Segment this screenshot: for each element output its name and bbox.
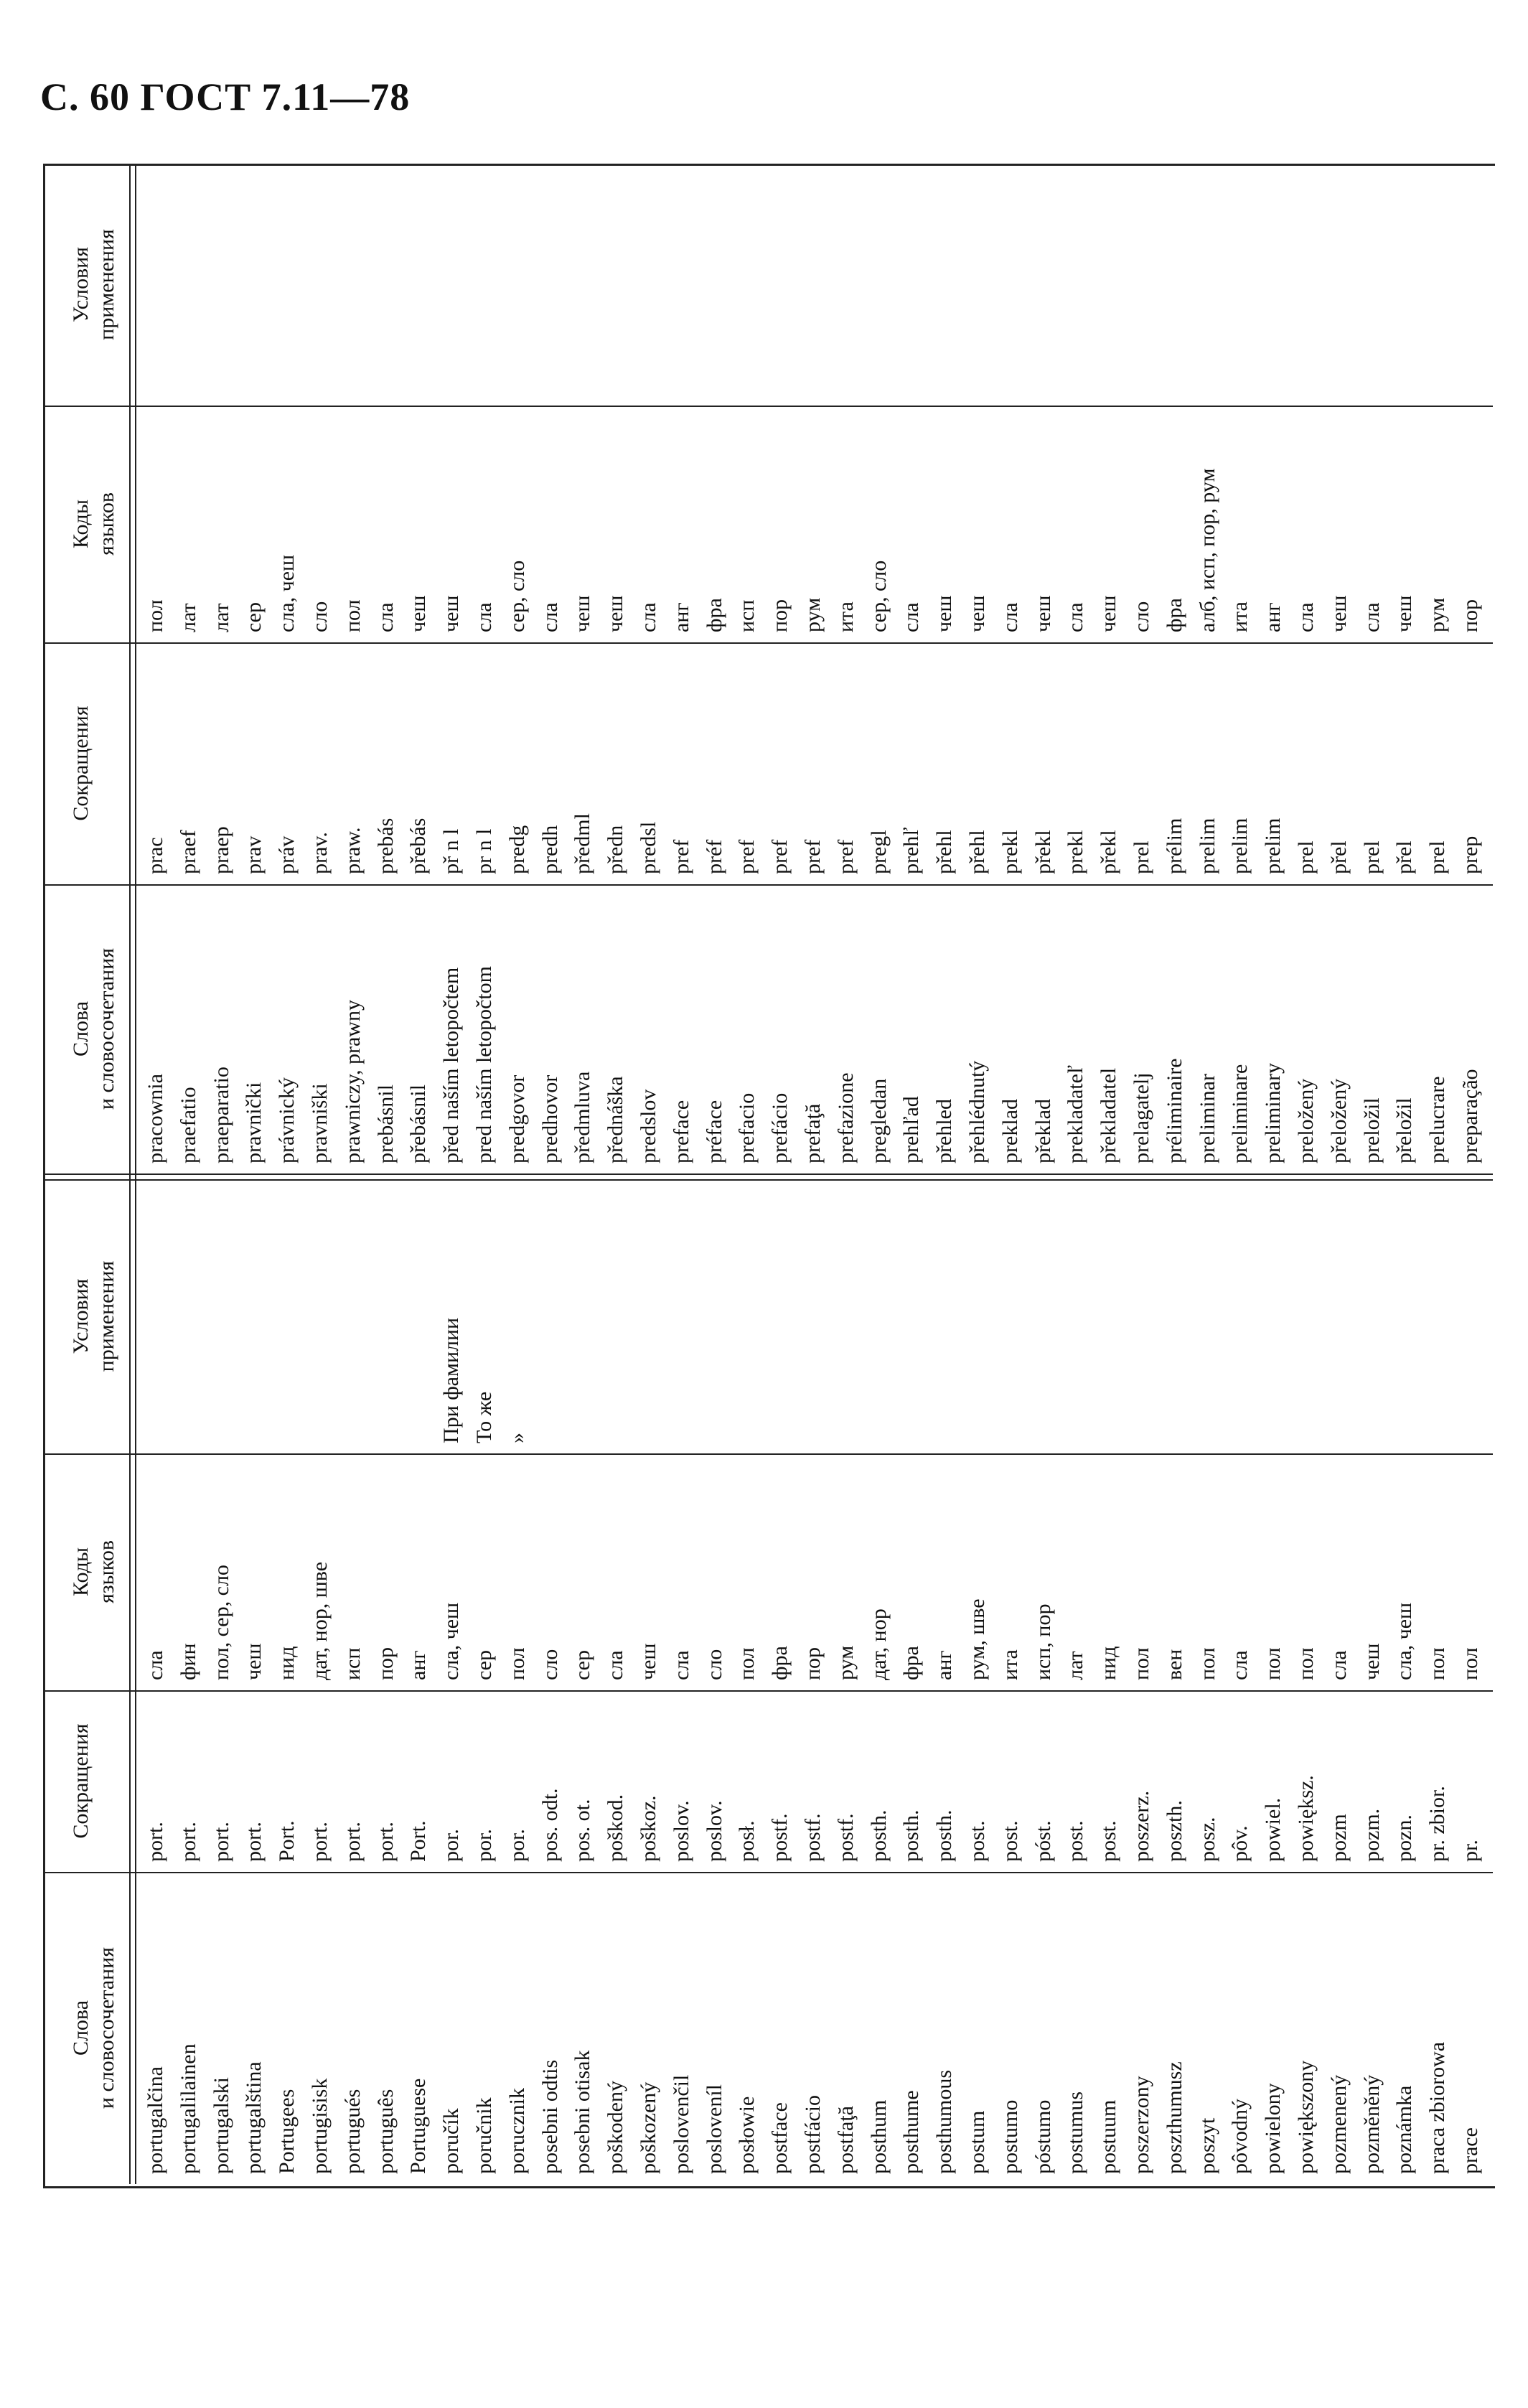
- table-row-left-language-code: сла, чеш: [439, 1602, 464, 1680]
- table-row-left-word: portugalski: [209, 2077, 233, 2174]
- table-row-left-word: postum: [965, 2110, 989, 2174]
- table-row-left-language-code: сла: [144, 1650, 167, 1680]
- table-row-left-abbreviation: postf.: [833, 1813, 858, 1862]
- table-row-right-language-code: сла, чеш: [275, 554, 299, 632]
- table-row-left-abbreviation: Port.: [406, 1820, 431, 1862]
- table-row-right-word: praefatio: [176, 1087, 200, 1163]
- table-row-left-abbreviation: posz.: [1195, 1817, 1219, 1862]
- table-row-right-language-code: алб, исп, пор, рум: [1195, 468, 1219, 632]
- table-row-left-language-code: фра: [768, 1646, 792, 1680]
- table-row-left-condition: »: [505, 1433, 529, 1443]
- table-row-right-word: preklad: [998, 1099, 1022, 1163]
- table-row-right-abbreviation: predh: [538, 825, 562, 874]
- table-row-right-word: prebásnil: [373, 1084, 398, 1163]
- table-row-right-abbreviation: přebás: [406, 817, 431, 874]
- table-row-left-abbreviation: port.: [308, 1822, 332, 1862]
- table-row-right-language-code: сла: [373, 602, 398, 632]
- table-row-left-abbreviation: pozm: [1326, 1814, 1351, 1862]
- table-row-left-word: poszyt: [1195, 2117, 1219, 2174]
- table-row-right-abbreviation: pref: [801, 839, 825, 874]
- table-row-left-word: posebni odtis: [538, 2059, 562, 2174]
- table-row-left-abbreviation: pozn.: [1392, 1814, 1417, 1862]
- table-row-right-word: prefaţă: [801, 1103, 825, 1163]
- table-row-left-abbreviation: poškoz.: [637, 1795, 660, 1862]
- table-row-left-word: praca zbiorowa: [1425, 2041, 1450, 2174]
- table-row-left-abbreviation: poslov.: [669, 1800, 693, 1862]
- table-row-right-language-code: сла: [899, 602, 924, 632]
- table-row-left-language-code: пор: [801, 1646, 825, 1680]
- table-row-right-abbreviation: přehl: [932, 830, 957, 874]
- table-row-left-abbreviation: port.: [209, 1822, 233, 1862]
- table-row-right-abbreviation: prac: [144, 837, 167, 874]
- table-row-left-language-code: фра: [899, 1646, 924, 1680]
- header-words-right: Слова и словосочетания: [69, 947, 118, 1110]
- table-row-right-word: prefazione: [833, 1072, 858, 1163]
- table-row-right-language-code: пол: [340, 599, 365, 632]
- table-row-left-condition: При фамилии: [439, 1317, 464, 1443]
- table-row-right-language-code: пор: [1458, 599, 1482, 632]
- table-row-right-abbreviation: přel: [1392, 840, 1417, 874]
- table-row-right-language-code: сер, сло: [866, 560, 891, 632]
- table-row-left-word: pozmenený: [1326, 2074, 1351, 2174]
- table-row-right-language-code: сла: [998, 602, 1022, 632]
- table-row-left-word: postumo: [998, 2099, 1022, 2174]
- table-row-right-abbreviation: prel: [1294, 840, 1318, 874]
- table-row-right-word: preliminary: [1261, 1063, 1285, 1163]
- table-row-right-abbreviation: př n l: [439, 828, 464, 874]
- table-row-left-abbreviation: posth.: [932, 1809, 957, 1862]
- table-row-right-word: pred naším letopočtom: [472, 966, 496, 1163]
- table-row-left-word: posthumous: [932, 2069, 957, 2174]
- table-row-right-language-code: лат: [176, 603, 200, 632]
- table-row-left-language-code: пол: [735, 1647, 759, 1680]
- table-row-left-language-code: рум, шве: [965, 1598, 989, 1680]
- table-row-right-language-code: фра: [1162, 598, 1186, 632]
- table-row-right-language-code: чеш: [571, 595, 595, 632]
- table-row-right-language-code: рум: [1425, 597, 1450, 632]
- table-row-left-abbreviation: port.: [373, 1822, 398, 1862]
- table-row-right-abbreviation: prel: [1359, 840, 1384, 874]
- table-row-right-word: pravniški: [308, 1083, 332, 1163]
- table-row-right-word: přehled: [932, 1099, 957, 1163]
- table-row-left-language-code: фин: [176, 1643, 200, 1680]
- table-row-right-language-code: сла: [637, 602, 660, 632]
- table-row-left-abbreviation: port.: [144, 1822, 167, 1862]
- table-row-left-word: posthume: [899, 2090, 924, 2174]
- table-row-right-abbreviation: pref: [669, 839, 693, 874]
- table-row-right-abbreviation: prekl: [998, 830, 1022, 874]
- table-row-left-language-code: ита: [998, 1649, 1022, 1680]
- table-row-left-word: postfaţă: [833, 2106, 858, 2174]
- table-row-right-abbreviation: pr n l: [472, 828, 496, 874]
- table-row-left-abbreviation: port.: [176, 1822, 200, 1862]
- header-language-codes-left: Коды языков: [69, 1540, 118, 1604]
- table-row-left-word: poškodený: [604, 2081, 628, 2174]
- table-row-right-language-code: сер: [242, 602, 266, 632]
- table-row-left-abbreviation: pos. odt.: [538, 1788, 562, 1862]
- table-row-left-abbreviation: posth.: [899, 1809, 924, 1862]
- table-row-right-language-code: пол: [144, 599, 167, 632]
- table-row-left-word: póstumo: [1031, 2099, 1055, 2174]
- table-row-right-language-code: сла: [1294, 602, 1318, 632]
- table-row-left-language-code: нид: [275, 1646, 299, 1680]
- table-row-right-word: překlad: [1031, 1099, 1055, 1163]
- table-row-left-abbreviation: por.: [472, 1829, 496, 1862]
- table-row-left-word: powielony: [1261, 2083, 1285, 2174]
- table-row-right-abbreviation: prebás: [373, 817, 398, 874]
- table-row-left-word: porucznik: [505, 2088, 529, 2174]
- table-row-left-language-code: пол: [1195, 1647, 1219, 1680]
- table-row-right-abbreviation: prelim: [1228, 817, 1252, 874]
- table-row-right-abbreviation: prehľ: [899, 827, 924, 874]
- table-row-left-language-code: пол: [505, 1647, 529, 1680]
- table-row-left-word: postfácio: [801, 2095, 825, 2174]
- table-row-right-word: pregledan: [866, 1078, 891, 1163]
- table-row-right-language-code: чеш: [1392, 595, 1417, 632]
- table-row-left-abbreviation: posł.: [735, 1820, 759, 1862]
- table-row-right-word: pravnički: [242, 1082, 266, 1163]
- table-row-left-language-code: анг: [932, 1650, 957, 1680]
- table-row-left-language-code: дат, нор: [866, 1608, 891, 1680]
- table-row-left-language-code: пол, сер, сло: [209, 1565, 233, 1680]
- table-row-right-word: preparação: [1458, 1069, 1482, 1163]
- table-row-left-language-code: пол: [1130, 1647, 1153, 1680]
- table-row-left-abbreviation: Port.: [275, 1820, 299, 1862]
- table-row-left-language-code: рум: [833, 1645, 858, 1680]
- table-row-left-abbreviation: poszerz.: [1130, 1790, 1153, 1862]
- table-row-right-word: predgovor: [505, 1074, 529, 1163]
- table-row-left-language-code: пол: [1294, 1647, 1318, 1680]
- table-row-right-abbreviation: překl: [1097, 830, 1121, 874]
- table-row-right-abbreviation: pref: [735, 839, 759, 874]
- table-row-right-language-code: сло: [1130, 601, 1153, 632]
- table-row-left-abbreviation: post.: [965, 1820, 989, 1862]
- table-row-left-language-code: вен: [1162, 1649, 1186, 1680]
- table-row-left-word: portugalčina: [144, 2066, 167, 2174]
- table-row-left-language-code: чеш: [242, 1643, 266, 1680]
- table-row-right-word: prekladateľ: [1064, 1064, 1088, 1163]
- table-row-right-abbreviation: prep: [1458, 835, 1482, 874]
- table-row-left-word: Portugees: [275, 2089, 299, 2174]
- table-row-left-word: postumus: [1064, 2091, 1088, 2174]
- table-row-left-language-code: сла: [669, 1650, 693, 1680]
- table-row-right-word: přehlédnutý: [965, 1060, 989, 1163]
- table-row-right-abbreviation: prav.: [308, 832, 332, 874]
- table-row-right-language-code: сла: [538, 602, 562, 632]
- table-row-right-word: prawniczy, prawny: [340, 1000, 365, 1163]
- table-row-left-word: postface: [768, 2102, 792, 2174]
- table-row-right-language-code: ита: [833, 601, 858, 632]
- table-row-left-language-code: сла: [1326, 1650, 1351, 1680]
- table-row-left-language-code: исп, пор: [1031, 1603, 1055, 1680]
- table-row-left-language-code: пол: [1261, 1647, 1285, 1680]
- table-row-right-word: přebásnil: [406, 1084, 431, 1163]
- table-row-right-language-code: чеш: [439, 595, 464, 632]
- table-row-right-language-code: сло: [308, 601, 332, 632]
- table-row-right-abbreviation: pref: [833, 839, 858, 874]
- table-row-left-word: poručnik: [472, 2097, 496, 2174]
- header-language-codes-right: Коды языков: [69, 492, 118, 556]
- table-row-left-word: Portuguese: [406, 2078, 431, 2174]
- table-row-right-abbreviation: predg: [505, 825, 529, 874]
- table-row-right-word: prefácio: [768, 1092, 792, 1163]
- table-row-right-language-code: анг: [1261, 602, 1285, 632]
- table-row-left-language-code: нид: [1097, 1646, 1121, 1680]
- table-row-right-language-code: сла: [1359, 602, 1384, 632]
- table-row-right-abbreviation: prel: [1130, 840, 1153, 874]
- table-row-left-word: posloveníl: [702, 2084, 726, 2174]
- table-row-right-abbreviation: praef: [176, 830, 200, 874]
- table-row-right-word: preliminare: [1228, 1064, 1252, 1163]
- table-row-right-word: preface: [669, 1100, 693, 1163]
- table-row-right-word: preliminar: [1195, 1074, 1219, 1163]
- table-row-right-abbreviation: překl: [1031, 830, 1055, 874]
- table-row-left-word: poškozený: [637, 2081, 660, 2174]
- table-row-right-word: přednáška: [604, 1076, 628, 1163]
- table-row-right-abbreviation: predsl: [637, 821, 660, 874]
- table-row-left-abbreviation: post.: [1064, 1820, 1088, 1862]
- table-row-left-language-code: сло: [702, 1649, 726, 1680]
- table-row-right-word: preložený: [1294, 1078, 1318, 1163]
- table-row-right-language-code: чеш: [406, 595, 431, 632]
- table-row-left-abbreviation: postf.: [801, 1813, 825, 1862]
- table-row-right-language-code: рум: [801, 597, 825, 632]
- table-row-left-word: poručík: [439, 2108, 464, 2174]
- table-row-left-language-code: сла: [1228, 1650, 1252, 1680]
- table-row-right-abbreviation: prelim: [1261, 817, 1285, 874]
- table-row-left-word: poszthumusz: [1162, 2061, 1186, 2174]
- table-row-left-language-code: пол: [1458, 1647, 1482, 1680]
- table-row-left-word: poznámka: [1392, 2085, 1417, 2174]
- table-row-left-language-code: сер: [472, 1650, 496, 1680]
- table-row-left-abbreviation: port.: [242, 1822, 266, 1862]
- table-row-right-word: předmluva: [571, 1071, 595, 1163]
- table-row-right-abbreviation: pref: [768, 839, 792, 874]
- table-row-left-language-code: пол: [1425, 1647, 1450, 1680]
- table-row-right-abbreviation: préf: [702, 839, 726, 874]
- table-row-left-language-code: чеш: [1359, 1643, 1384, 1680]
- table-row-left-word: poszerzony: [1130, 2076, 1153, 2174]
- table-row-left-word: poslovenčil: [669, 2074, 693, 2174]
- table-row-left-language-code: анг: [406, 1650, 431, 1680]
- table-row-right-word: predhovor: [538, 1074, 562, 1163]
- table-row-left-language-code: сло: [538, 1649, 562, 1680]
- table-row-left-word: pôvodný: [1228, 2099, 1252, 2174]
- table-row-left-abbreviation: post.: [998, 1820, 1022, 1862]
- table-row-right-abbreviation: předml: [571, 813, 595, 874]
- table-row-right-language-code: чеш: [604, 595, 628, 632]
- table-row-left-abbreviation: poškod.: [604, 1794, 628, 1862]
- table-row-left-word: portugalilainen: [176, 2043, 200, 2174]
- table-row-right-abbreviation: praep: [209, 826, 233, 874]
- table-row-right-abbreviation: prélim: [1162, 817, 1186, 874]
- table-row-right-language-code: сер, сло: [505, 560, 529, 632]
- table-row-right-word: préface: [702, 1100, 726, 1163]
- table-row-left-abbreviation: pos. ot.: [571, 1799, 595, 1862]
- table-row-left-abbreviation: posth.: [866, 1809, 891, 1862]
- table-row-right-word: préliminaire: [1162, 1058, 1186, 1163]
- table-row-left-abbreviation: port.: [340, 1822, 365, 1862]
- table-row-right-abbreviation: praw.: [340, 827, 365, 874]
- table-row-left-word: portugisisk: [308, 2078, 332, 2174]
- table-row-left-language-code: исп: [340, 1647, 365, 1680]
- table-row-right-language-code: сла: [472, 602, 496, 632]
- table-row-right-abbreviation: prav: [242, 835, 266, 874]
- table-row-right-abbreviation: předn: [604, 825, 628, 874]
- table-row-right-word: prefacio: [735, 1092, 759, 1163]
- table-row-left-word: portugués: [340, 2089, 365, 2174]
- table-row-right-language-code: фра: [702, 598, 726, 632]
- table-row-right-language-code: анг: [669, 602, 693, 632]
- table-row-right-language-code: сла: [1064, 602, 1088, 632]
- table-row-right-language-code: чеш: [932, 595, 957, 632]
- table-row-left-condition: То же: [472, 1391, 496, 1443]
- table-row-left-abbreviation: por.: [439, 1829, 464, 1862]
- table-row-left-word: posthum: [866, 2099, 891, 2174]
- table-row-left-word: powiększony: [1294, 2060, 1318, 2174]
- table-row-left-word: posebni otisak: [571, 2050, 595, 2174]
- table-row-left-language-code: сла: [604, 1650, 628, 1680]
- table-row-left-word: portugalština: [242, 2061, 266, 2174]
- table-row-left-language-code: пор: [373, 1646, 398, 1680]
- table-row-right-language-code: чеш: [1326, 595, 1351, 632]
- header-words-left: Слова и словосочетания: [69, 1946, 118, 2109]
- table-row-right-abbreviation: prelim: [1195, 817, 1219, 874]
- table-row-right-word: prelucrare: [1425, 1076, 1450, 1163]
- table-row-left-abbreviation: postf.: [768, 1813, 792, 1862]
- table-row-right-language-code: исп: [735, 599, 759, 632]
- table-row-right-language-code: пор: [768, 599, 792, 632]
- table-row-left-language-code: дат, нор, шве: [308, 1561, 332, 1680]
- table-row-right-language-code: чеш: [1031, 595, 1055, 632]
- table-row-left-language-code: чеш: [637, 1643, 660, 1680]
- table-row-left-language-code: сла, чеш: [1392, 1602, 1417, 1680]
- table-row-left-word: postuum: [1097, 2099, 1121, 2174]
- table-row-right-word: právnický: [275, 1077, 299, 1163]
- table-row-right-word: praeparatio: [209, 1067, 233, 1163]
- table-row-right-word: přeložený: [1326, 1078, 1351, 1163]
- table-row-left-abbreviation: pr. zbior.: [1425, 1786, 1450, 1862]
- table-row-left-abbreviation: pôv.: [1228, 1825, 1252, 1862]
- header-abbreviations-left: Сокращения: [69, 1723, 93, 1839]
- table-row-left-abbreviation: powiększ.: [1294, 1775, 1318, 1862]
- table-row-right-word: predslov: [637, 1089, 660, 1163]
- table-row-right-language-code: чеш: [1097, 595, 1121, 632]
- table-row-right-abbreviation: pregl: [866, 830, 891, 874]
- table-row-left-abbreviation: post.: [1097, 1820, 1121, 1862]
- page-header: С. 60 ГОСТ 7.11—78: [40, 75, 411, 118]
- table-row-right-abbreviation: přehl: [965, 830, 989, 874]
- table-row-left-word: português: [373, 2089, 398, 2174]
- table-row-right-word: prelagatelj: [1130, 1072, 1153, 1163]
- table-row-right-word: před naším letopočtem: [439, 967, 464, 1163]
- table-row-right-word: pracownia: [144, 1074, 167, 1163]
- table-row-right-language-code: ита: [1228, 601, 1252, 632]
- table-row-right-word: prehľad: [899, 1096, 924, 1163]
- table-row-right-abbreviation: prekl: [1064, 830, 1088, 874]
- table-row-right-abbreviation: přel: [1326, 840, 1351, 874]
- table-row-left-word: pozměněný: [1359, 2074, 1384, 2174]
- table-row-left-language-code: сер: [571, 1650, 595, 1680]
- header-abbreviations-right: Сокращения: [69, 706, 93, 821]
- header-conditions-right: Условия применения: [69, 229, 118, 340]
- table-row-right-abbreviation: prel: [1425, 840, 1450, 874]
- table-row-left-abbreviation: poszth.: [1162, 1800, 1186, 1862]
- table-row-right-language-code: чеш: [965, 595, 989, 632]
- table-row-right-word: přeložil: [1392, 1097, 1417, 1163]
- table-row-left-abbreviation: por.: [505, 1829, 529, 1862]
- table-row-right-language-code: лат: [209, 603, 233, 632]
- table-row-left-word: posłowie: [735, 2096, 759, 2174]
- table-row-left-language-code: лат: [1064, 1651, 1088, 1680]
- table-row-left-abbreviation: powiel.: [1261, 1797, 1285, 1862]
- table-row-left-abbreviation: pozm.: [1359, 1808, 1384, 1862]
- table-row-left-abbreviation: pr.: [1458, 1840, 1482, 1862]
- header-conditions-left: Условия применения: [69, 1260, 118, 1372]
- table-row-right-word: překladatel: [1097, 1067, 1121, 1163]
- table-row-left-abbreviation: póst.: [1031, 1820, 1055, 1862]
- table-row-right-abbreviation: práv: [275, 835, 299, 874]
- table-row-left-word: prace: [1458, 2127, 1482, 2174]
- table-row-left-abbreviation: poslov.: [702, 1800, 726, 1862]
- table-row-right-word: preložil: [1359, 1097, 1384, 1163]
